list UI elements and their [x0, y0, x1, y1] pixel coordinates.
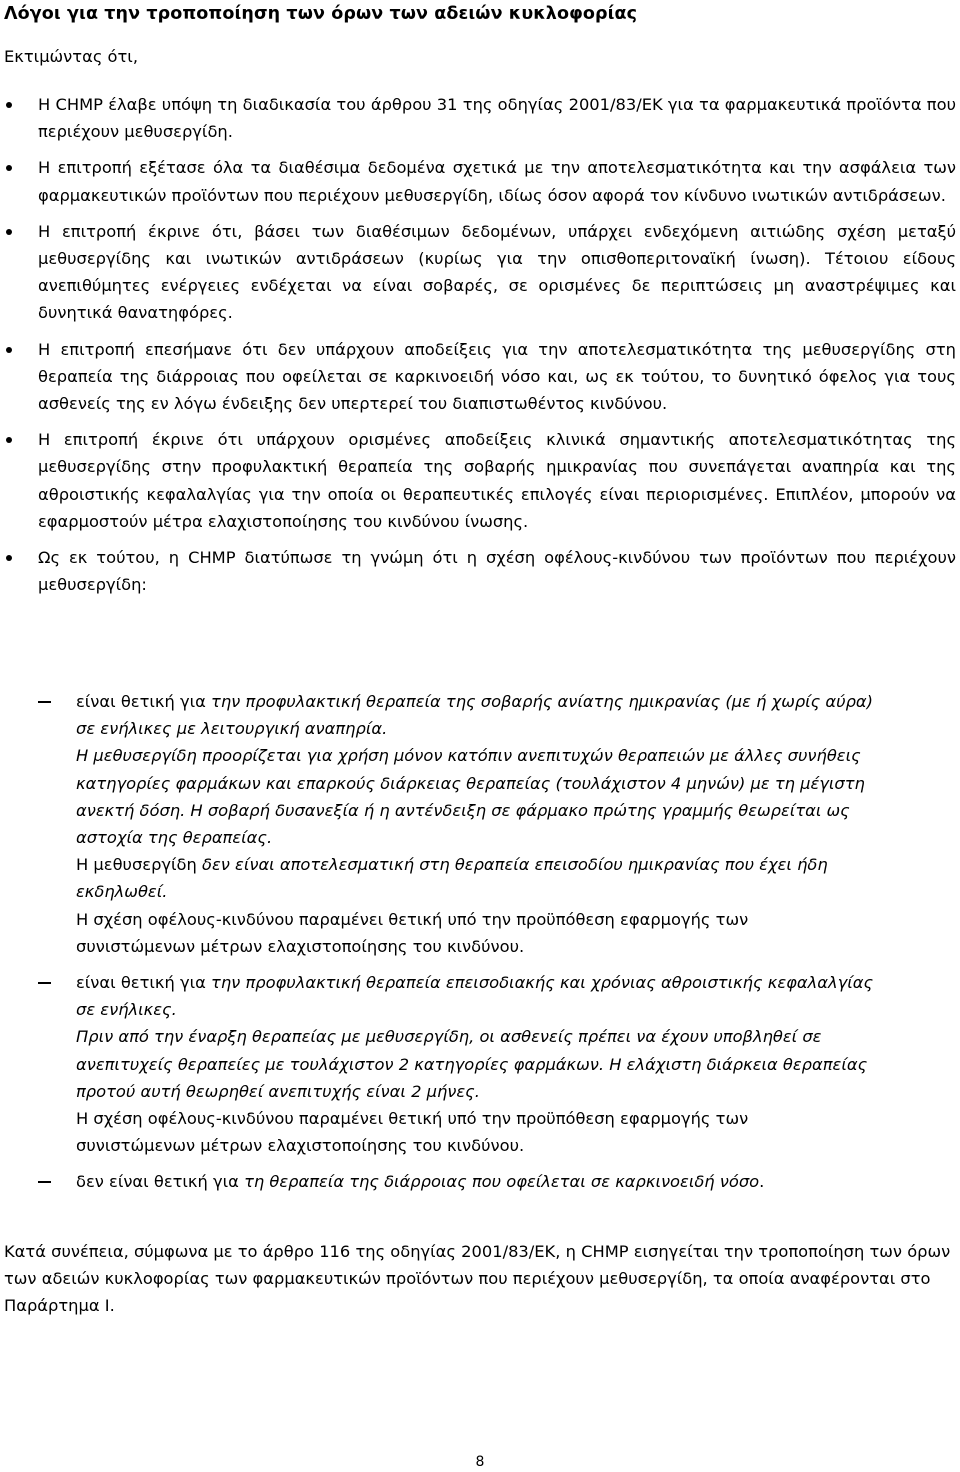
bullet-icon — [6, 102, 12, 108]
dash-text: είναι θετική για — [76, 973, 212, 993]
dash-item-migraine — [0, 688, 960, 960]
bullet-text: Ως εκ τούτου, η CHMP διατύπωσε τη γνώμη ότι η σχέση οφέλους-κινδύνου των προϊόντων που περιέχουν μεθυσεργίδη: — [38, 548, 956, 595]
bullet-text: Η επιτροπή έκρινε ότι, βάσει των διαθέσιμων δεδομένων, υπάρχει ενδεχόμενη αιτιώδης σχέση μεταξύ μεθυσεργίδης και ινωτικών αντιδράσεων (κυρίως για την οπισθοπεριτοναϊκή ίνωση). Τέτοιου είδους ανεπιθύμητες ενέργειες ενδέχεται να είναι σοβαρές, σε ορισμένες δε περιπτώσεις μη αναστρέψιμες και δυνητικά θανατηφόρες. — [38, 221, 956, 323]
bullet-item — [0, 336, 960, 418]
dash-line: ανεκτή δόση. Η σοβαρή δυσανεξία ή η αντένδειξη σε φάρμακο πρώτης γραμμής θεωρείται ως — [76, 800, 850, 820]
dash-item-diarrhoea — [0, 1168, 960, 1195]
intro-text: Εκτιμώντας ότι, — [4, 47, 138, 66]
dash-line: προτού αυτή θεωρηθεί ανεπιτυχής είναι 2 μήνες. — [76, 1081, 480, 1101]
dash-line: Η σχέση οφέλους-κινδύνου παραμένει θετική υπό την προϋπόθεση εφαρμογής των — [76, 909, 749, 929]
bullet-item — [0, 91, 960, 145]
dash-line — [76, 688, 946, 715]
page-number: 8 — [475, 1454, 485, 1470]
dash-line: Η σχέση οφέλους-κινδύνου παραμένει θετική υπό την προϋπόθεση εφαρμογής των — [76, 1109, 749, 1129]
bullet-text: Η επιτροπή έκρινε ότι υπάρχουν ορισμένες αποδείξεις κλινικά σημαντικής αποτελεσματικότητας της μεθυσεργίδης στην προφυλακτική θεραπεία της σοβαρής ημικρανίας που συνεπάγεται αναπηρία και της αθροιστικής κεφαλαλγίας για την οποία οι θεραπευτικές επιλογές είναι περιορισμένες. Επιπλέον, μπορούν να εφαρμοστούν μέτρα ελαχιστοποίησης του κινδύνου ίνωσης. — [38, 430, 956, 531]
dash-line: Πριν από την έναρξη θεραπείας με μεθυσεργίδη, οι ασθενείς πρέπει να έχουν υποβληθεί σε — [76, 1027, 822, 1047]
dash-text: είναι θετική για — [76, 692, 212, 711]
dash-line: σε ενήλικες με λειτουργική αναπηρία. — [76, 719, 388, 739]
dash-icon — [38, 1181, 51, 1183]
dash-text-italic: τη θεραπεία της διάρροιας που οφείλεται σε καρκινοειδή νόσο — [244, 1172, 760, 1192]
dash-item-cluster-headache — [0, 969, 960, 1159]
bullet-text: Η CHMP έλαβε υπόψη τη διαδικασία του άρθρου 31 της οδηγίας 2001/83/ΕΚ για τα φαρμακευτικά προϊόντα που περιέχουν μεθυσεργίδη. — [38, 95, 956, 142]
bullet-item — [0, 544, 960, 598]
dash-line: εκδηλωθεί. — [76, 882, 168, 902]
dash-line: κατηγορίες φαρμάκων και επαρκούς διάρκειας θεραπείας (τουλάχιστον 4 μηνών) με τη μέγιστη — [76, 773, 865, 793]
dash-line: αστοχία της θεραπείας. — [76, 828, 273, 848]
dash-text-italic: την προφυλακτική θεραπεία της σοβαρής ανίατης ημικρανίας (με ή χωρίς αύρα) — [211, 692, 873, 711]
dash-line — [76, 851, 946, 878]
bullet-icon — [6, 347, 12, 353]
dash-line — [76, 969, 946, 996]
dash-text: Η μεθυσεργίδη — [76, 855, 203, 875]
dash-line: συνιστώμενων μέτρων ελαχιστοποίησης του κινδύνου. — [76, 1136, 525, 1156]
bullet-list — [0, 91, 960, 607]
dash-line: Η μεθυσεργίδη προορίζεται για χρήση μόνον κατόπιν ανεπιτυχών θεραπειών με άλλες συνήθεις — [76, 746, 861, 766]
dash-list — [0, 688, 960, 1205]
bullet-icon — [6, 165, 12, 171]
bullet-icon — [6, 229, 12, 235]
section-heading: Λόγοι για την τροποποίηση των όρων των αδειών κυκλοφορίας — [4, 4, 638, 24]
dash-text-italic: την προφυλακτική θεραπεία επεισοδιακής και χρόνιας αθροιστικής κεφαλαλγίας — [211, 973, 874, 993]
dash-line: συνιστώμενων μέτρων ελαχιστοποίησης του κινδύνου. — [76, 936, 525, 956]
dash-text: δεν είναι θετική για — [76, 1172, 245, 1192]
bullet-text: Η επιτροπή εξέτασε όλα τα διαθέσιμα δεδομένα σχετικά με την αποτελεσματικότητα και την ασφάλεια των φαρμακευτικών προϊόντων που περιέχουν μεθυσεργίδη, ιδίως όσον αφορά τον κίνδυνο ινωτικών αντιδράσεων. — [38, 158, 956, 205]
dash-line: σε ενήλικες. — [76, 1000, 177, 1020]
dash-line: ανεπιτυχείς θεραπείες με τουλάχιστον 2 κατηγορίες φαρμάκων. Η ελάχιστη διάρκεια θεραπείας — [76, 1054, 868, 1074]
dash-icon — [38, 982, 51, 984]
bullet-icon — [6, 555, 12, 561]
dash-icon — [38, 701, 51, 703]
bullet-icon — [6, 437, 12, 443]
dash-text-italic: δεν είναι αποτελεσματική στη θεραπεία επεισοδίου ημικρανίας που έχει ήδη — [202, 855, 828, 875]
dash-line — [76, 1168, 946, 1195]
bullet-item — [0, 154, 960, 208]
bullet-item — [0, 426, 960, 535]
conclusion-paragraph: Κατά συνέπεια, σύμφωνα με το άρθρο 116 της οδηγίας 2001/83/ΕΚ, η CHMP εισηγείται την τροποποίηση των όρων των αδειών κυκλοφορίας των φαρμακευτικών προϊόντων που περιέχουν μεθυσεργίδη, τα οποία αναφέρονται στο Παράρτημα Ι. — [4, 1242, 951, 1316]
bullet-text: Η επιτροπή επεσήμανε ότι δεν υπάρχουν αποδείξεις για την αποτελεσματικότητα της μεθυσεργίδης στη θεραπεία της διάρροιας που οφείλεται σε καρκινοειδή νόσο και, ως εκ τούτου, το δυνητικό όφελος για τους ασθενείς της εν λόγω ένδειξης δεν υπερτερεί του διαπιστωθέντος κινδύνου. — [38, 339, 956, 414]
bullet-item — [0, 218, 960, 327]
dash-text: . — [759, 1172, 765, 1192]
